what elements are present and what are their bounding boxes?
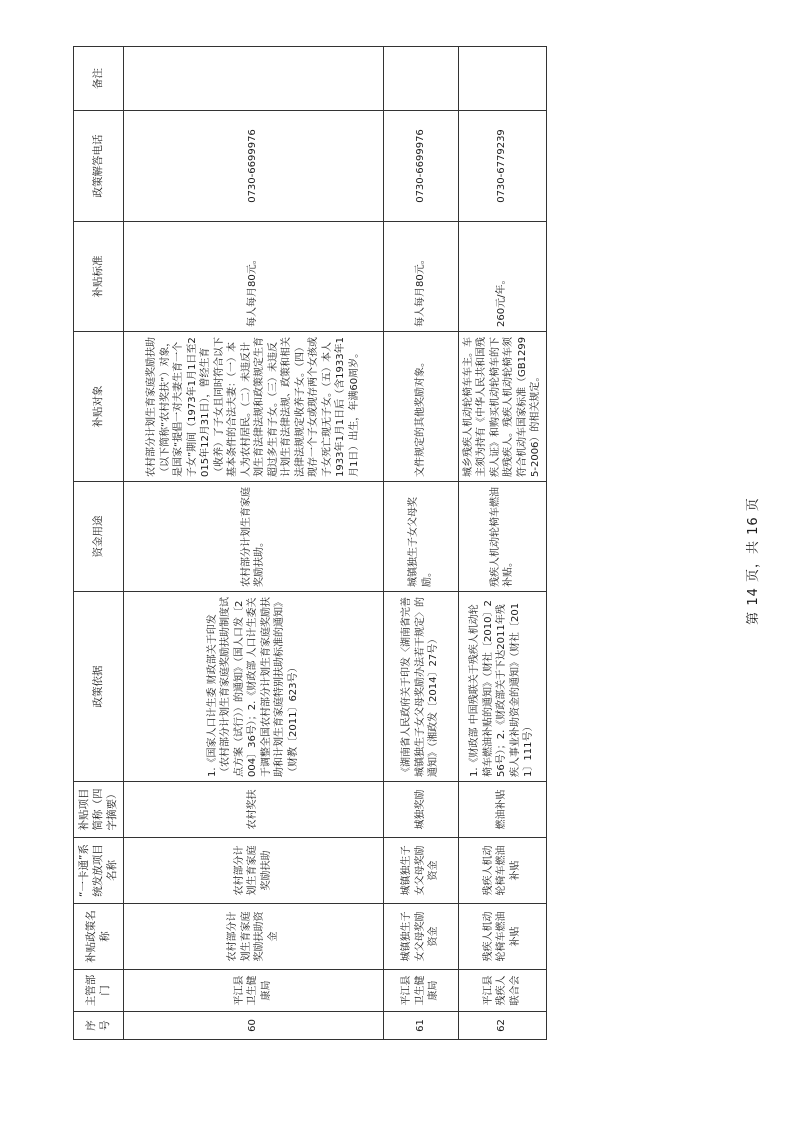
cell-basis: 1.《财政部 中国残联关于残疾人机动轮椅车燃油补贴的通知》（财社〔2010〕256号）；2.《财政部关于下达2011年残疾人事业补助资金的通知》（财社〔2011〕111号） xyxy=(458,592,546,782)
header-standard: 补贴标准 xyxy=(74,222,124,332)
cell-seq: 60 xyxy=(123,1012,383,1040)
cell-subsidy-name: 农村部分计划生育家庭奖励扶助资金 xyxy=(123,904,383,970)
header-short-name: 补贴项目简称（四字摘要） xyxy=(74,782,124,838)
cell-target: 城乡残疾人机动轮椅车车主。车主须为持有《中华人民共和国残疾人证》和购买机动轮椅车的下肢残疾人。残疾人机动轮椅车须符合机动车国家标准（GB12995-2006）的相关规定。 xyxy=(458,332,546,482)
page-footer: 第 14 页，共 16 页 xyxy=(746,497,761,625)
cell-short-name: 农村奖扶 xyxy=(123,782,383,838)
header-phone: 政策解答电话 xyxy=(74,111,124,222)
cell-subsidy-name: 城镇独生子女父母奖励资金 xyxy=(383,904,458,970)
subsidy-table xyxy=(73,46,547,1040)
header-remark: 备注 xyxy=(74,47,124,111)
cell-phone: 0730-6699976 xyxy=(383,111,458,222)
cell-system-name: 残疾人机动轮椅车燃油补贴 xyxy=(458,838,546,904)
cell-phone: 0730-6779239 xyxy=(458,111,546,222)
header-target: 补贴对象 xyxy=(74,332,124,482)
cell-target: 农村部分计划生育家庭奖励扶助（以下简称“农村奖扶”）对象，是国家“提倡一对夫妻生育一个子女”期间（1973年1月1日至2015年12月31日），曾经生育（收养）了子女且同时符合以下基本条件的合法夫妻：（一）本人为农村居民。（二）未违反计划生育法律法规和政策规定生育超过多生育子女。（三）未违反计划生育法律法规、政策和相关法律法规规定收养子女。（四）现存一个子女或现存两个女孩或子女死亡现无子女。（五）本人1933年1月1日后（含1933年1月1日）出生，年满60周岁。 xyxy=(123,332,383,482)
header-row xyxy=(74,47,124,1040)
cell-usage: 城镇独生子女父母奖励。 xyxy=(383,482,458,592)
cell-target: 文件规定的其他奖励对象。 xyxy=(383,332,458,482)
table-row xyxy=(458,47,546,1040)
header-dept: 主管部门 xyxy=(74,970,124,1012)
cell-remark xyxy=(123,47,383,111)
cell-dept: 平江县卫生健康局 xyxy=(383,970,458,1012)
cell-short-name: 城独奖励 xyxy=(383,782,458,838)
cell-standard: 每人每月80元。 xyxy=(123,222,383,332)
cell-subsidy-name: 残疾人机动轮椅车燃油补贴 xyxy=(458,904,546,970)
cell-basis: 《湖南省人民政府关于印发〈湖南省完善城镇独生子女父母奖励办法若干规定〉的通知》（湘政发〔2014〕27号） xyxy=(383,592,458,782)
cell-system-name: 农村部分计划生育家庭奖励扶助 xyxy=(123,838,383,904)
header-usage: 资金用途 xyxy=(74,482,124,592)
header-basis: 政策依据 xyxy=(74,592,124,782)
cell-standard: 260元/年。 xyxy=(458,222,546,332)
cell-usage: 残疾人机动轮椅车燃油补贴。 xyxy=(458,482,546,592)
header-system-name: “一卡通”系统发放项目名称 xyxy=(74,838,124,904)
cell-dept: 平江县残疾人联合会 xyxy=(458,970,546,1012)
cell-seq: 61 xyxy=(383,1012,458,1040)
header-subsidy-name: 补贴政策名称 xyxy=(74,904,124,970)
cell-phone: 0730-6699976 xyxy=(123,111,383,222)
cell-basis: 1.《国家人口计生委 财政部关于印发（农村部分计划生育家庭奖励扶助制度试点方案（试行））的通知》（国人口发〔2004〕36号）；2.《财政部 人口计生委关于调整全国农村部分计划生育家庭奖励扶助和计划生育家庭特别扶助标准的通知》（财教〔2011〕623号） xyxy=(123,592,383,782)
header-seq: 序号 xyxy=(74,1012,124,1040)
cell-dept: 平江县卫生健康局 xyxy=(123,970,383,1012)
cell-remark xyxy=(458,47,546,111)
cell-short-name: 燃油补贴 xyxy=(458,782,546,838)
cell-standard: 每人每月80元。 xyxy=(383,222,458,332)
cell-usage: 农村部分计划生育家庭奖励扶助。 xyxy=(123,482,383,592)
cell-remark xyxy=(383,47,458,111)
table-row xyxy=(123,47,383,1040)
table-row xyxy=(383,47,458,1040)
cell-system-name: 城镇独生子女父母奖励资金 xyxy=(383,838,458,904)
cell-seq: 62 xyxy=(458,1012,546,1040)
